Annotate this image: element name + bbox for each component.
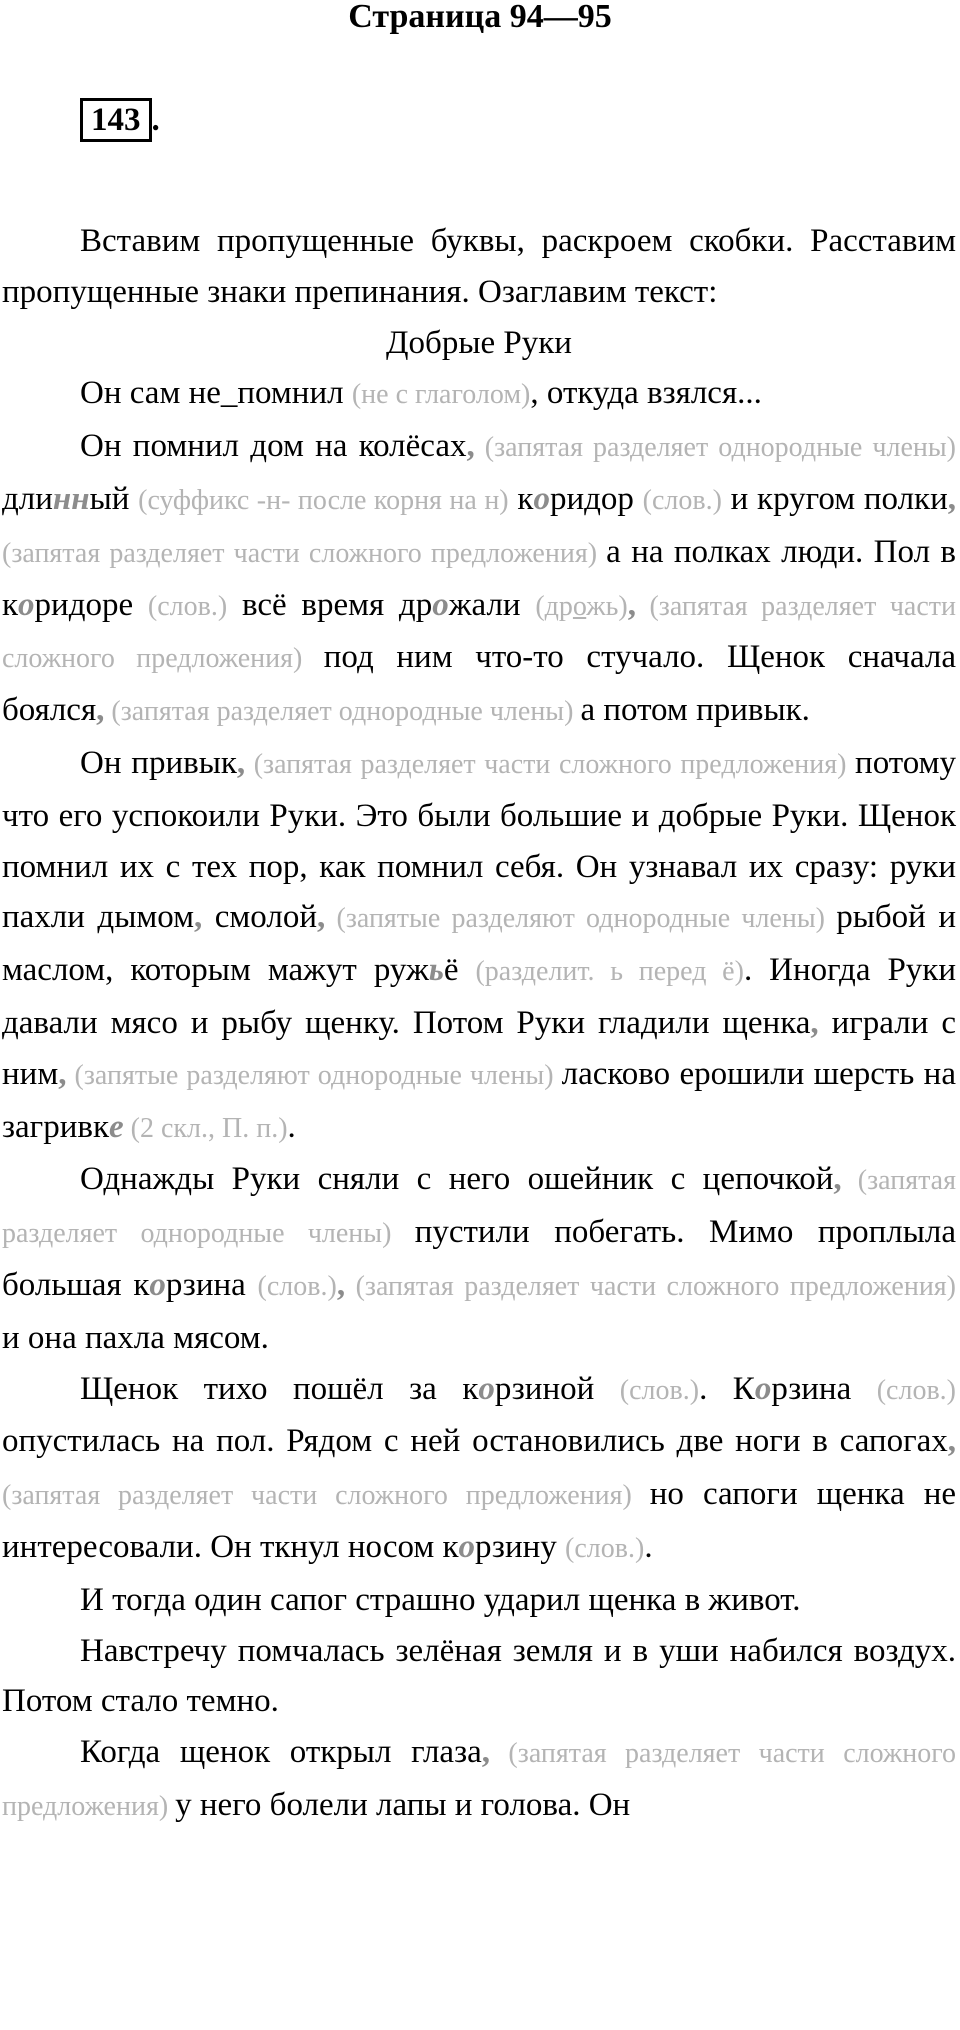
comment-part: (др <box>535 590 573 622</box>
story-text: Он помнил дом на колёсах <box>80 428 467 465</box>
story-text: рзина <box>771 1370 877 1407</box>
story-text: но сапоги щенка не интересовали. Он ткнул носом к <box>2 1476 957 1565</box>
story-text: Когда щенок открыл глаза <box>80 1734 482 1771</box>
story-text: у него болели лапы и голова. Он <box>175 1786 631 1823</box>
inserted-comma: , <box>947 1423 956 1460</box>
story-text: потому что его успокоили Руки. Это были большие и добрые Руки. Щенок помнил их с тех пор, как помнил себя. Он узнавал их сразу: руки пахли дымом <box>2 744 956 936</box>
story-text: . <box>644 1528 653 1565</box>
story-text: дли <box>2 480 53 517</box>
comment-part: жь) <box>586 590 628 622</box>
story-text: Он привык <box>80 744 237 781</box>
grammar-comment: (2 скл., П. п.) <box>123 1112 288 1144</box>
inserted-comma: , <box>58 1055 67 1092</box>
story-text: Однажды Руки сняли с него ошейник с цепочкой <box>80 1161 834 1198</box>
inserted-comma: , <box>194 899 203 936</box>
inserted-letter: о <box>18 586 35 623</box>
story-text: и она пахла мясом. <box>2 1319 269 1356</box>
story-text: . К <box>699 1370 755 1407</box>
grammar-comment: (запятая разделяет части сложного предложения) <box>245 748 856 780</box>
story-text: ый <box>89 480 139 517</box>
inserted-comma: , <box>947 480 956 517</box>
grammar-comment: (слов.) <box>257 1270 337 1302</box>
grammar-comment: (разделит. ь перед ё) <box>475 956 744 988</box>
grammar-comment: (запятая разделяет части сложного предложения) <box>2 1480 650 1512</box>
grammar-comment: (слов.) <box>876 1374 957 1406</box>
story-text: рзина <box>165 1266 258 1303</box>
story-text: пустили побегать. Мимо проплыла большая к <box>2 1214 956 1303</box>
story-text: , откуда взялся... <box>530 375 762 412</box>
grammar-comment: (слов.) <box>565 1532 645 1564</box>
story-paragraph-2 <box>2 421 956 738</box>
grammar-comment: (запятые разделяют однородные члены) <box>66 1059 562 1091</box>
story-text: смолой <box>214 899 318 936</box>
story-text: ё <box>443 952 476 989</box>
story-text: ридоре <box>34 586 148 623</box>
inserted-comma: , <box>336 1266 346 1303</box>
inserted-comma: , <box>833 1161 842 1198</box>
grammar-comment: (запятая разделяет части сложного предложения) <box>2 537 607 569</box>
inserted-letter: о <box>533 480 550 517</box>
story-text: а потом привык. <box>580 692 810 729</box>
grammar-comment: (запятая разделяет части сложного предложения) <box>2 590 956 675</box>
inserted-letter: о <box>478 1370 495 1407</box>
story-paragraph-3 <box>2 738 956 1154</box>
story-text: и кругом полки <box>721 480 948 517</box>
story-paragraph-8 <box>2 1727 956 1833</box>
story-text: Щенок тихо пошёл за к <box>80 1370 479 1407</box>
inserted-letter: е <box>109 1108 124 1145</box>
inserted-comma: , <box>317 899 326 936</box>
story-text: играли с ним <box>2 1004 956 1092</box>
grammar-comment: (запятая разделяет однородные члены) <box>2 1165 956 1250</box>
story-text: под ним что-то стучало. Щенок сначала боялся <box>2 639 956 729</box>
grammar-comment: (суффикс -н- после корня на н) <box>138 484 509 516</box>
grammar-comment <box>535 591 627 622</box>
story-paragraph-4 <box>2 1154 956 1363</box>
inserted-letter: о <box>149 1266 166 1303</box>
exercise-number-box: 143 <box>80 98 152 142</box>
story-text: ласково ерошили шерсть на загривк <box>2 1055 956 1145</box>
inserted-letter: о <box>432 586 449 623</box>
page-title: Страница 94—95 <box>348 0 612 35</box>
story-text: к <box>517 480 534 517</box>
grammar-comment: (запятая разделяет однородные члены) <box>104 696 581 728</box>
story-text: опустилась на пол. Рядом с ней остановились две ноги в сапогах <box>2 1423 948 1460</box>
comment-underlined-letter: о <box>572 590 587 622</box>
grammar-comment: (слов.) <box>619 1374 700 1406</box>
story-text: рзиной <box>494 1370 620 1407</box>
inserted-letter: ь <box>428 952 444 989</box>
inserted-comma: , <box>481 1734 491 1771</box>
inserted-letters: нн <box>52 480 90 517</box>
exercise-number-dot: . <box>151 102 160 138</box>
story-text: рыбой и маслом, которым мажут руж <box>2 899 956 989</box>
story-paragraph-6: И тогда один сапог страшно ударил щенка в живот. <box>80 1581 801 1618</box>
inserted-comma: , <box>810 1004 819 1041</box>
exercise-number <box>80 98 960 148</box>
inserted-letter: о <box>754 1370 772 1407</box>
inserted-letter: о <box>458 1528 476 1565</box>
grammar-comment: (запятые разделяют однородные члены) <box>325 903 837 935</box>
story-text: ридор <box>549 480 643 517</box>
story-paragraph-7: Навстречу помчалась зелёная земля и в уши набился воздух. Потом стало темно. <box>2 1632 956 1720</box>
exercise-text <box>0 216 960 1833</box>
story-text: а на полках люди. Пол в к <box>2 533 956 623</box>
story-paragraph-1 <box>2 368 956 421</box>
inserted-comma: , <box>627 586 636 623</box>
grammar-comment: (запятая разделяет однородные члены) <box>474 432 956 464</box>
grammar-comment: (не с глаголом) <box>351 379 531 411</box>
story-text: рзину <box>475 1528 566 1565</box>
intro-paragraph: Вставим пропущенные буквы, раскроем скобки. Расставим пропущенные знаки препинания. Озаглавим текст: <box>2 223 956 310</box>
story-text: . <box>287 1108 296 1145</box>
grammar-comment: (запятая разделяет части сложного предложения) <box>2 1738 957 1822</box>
grammar-comment: (слов.) <box>642 484 722 516</box>
grammar-comment: (запятая разделяет части сложного предложения) <box>345 1270 957 1302</box>
story-paragraph-5 <box>2 1364 956 1575</box>
story-title: Добрые Руки <box>386 324 572 361</box>
story-text: жали <box>448 586 536 623</box>
story-text: всё время др <box>227 586 433 623</box>
story-text: . Иногда Руки давали мясо и рыбу щенку. Потом Руки гладили щенка <box>2 952 956 1041</box>
grammar-comment: (слов.) <box>147 590 228 622</box>
inserted-comma: , <box>236 744 246 781</box>
inserted-comma: , <box>96 692 105 729</box>
inserted-comma: , <box>466 428 475 465</box>
story-text: Он сам не_помнил <box>80 375 352 412</box>
